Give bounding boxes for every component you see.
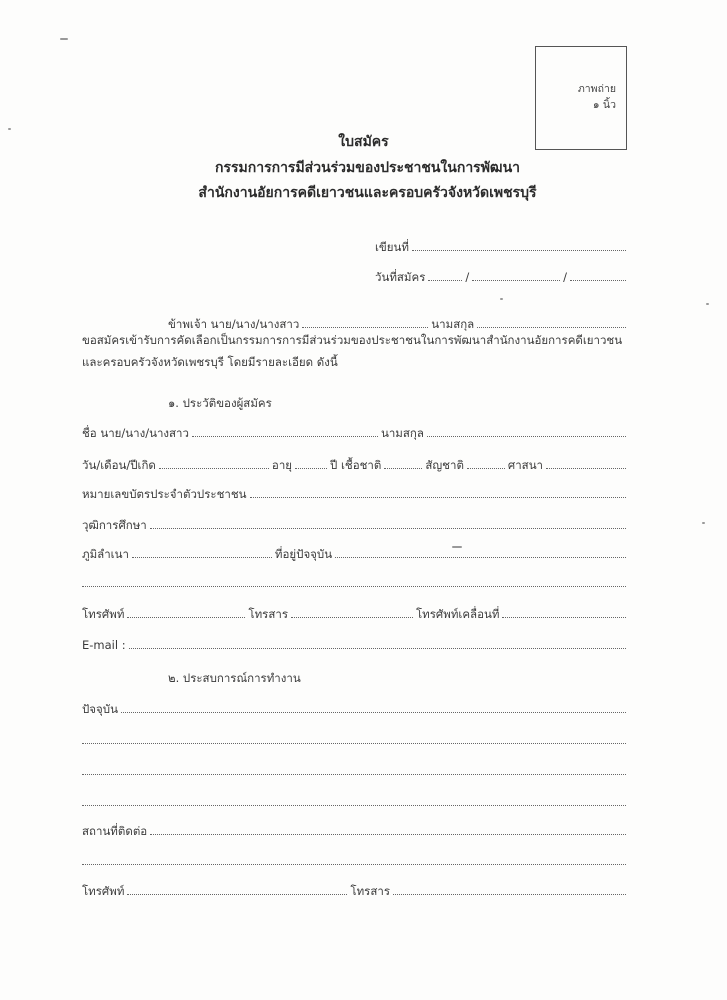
name-label: ชื่อ นาย/นาง/นางสาว (82, 426, 189, 440)
work-line-row (82, 760, 629, 778)
address-label: ที่อยู่ปัจจุบัน (274, 547, 333, 561)
scan-speck (702, 522, 705, 524)
photo-box-caption (578, 81, 616, 113)
contact-place-field[interactable] (150, 834, 626, 835)
contact-place-row (82, 820, 629, 838)
written-at-label: เขียนที่ (375, 240, 409, 254)
email-field[interactable] (129, 648, 626, 649)
surname-label: นามสกุล (380, 426, 424, 440)
address-continuation-row (82, 572, 629, 590)
work-fax-label: โทรสาร (350, 884, 390, 898)
written-at-field[interactable] (412, 250, 626, 251)
date-slash: / (465, 270, 470, 284)
email-row (82, 634, 629, 652)
contact-place-label: สถานที่ติดต่อ (82, 824, 148, 838)
religion-field[interactable] (546, 468, 626, 469)
scan-speck (452, 546, 462, 548)
applicant-name-row (168, 313, 629, 331)
address-row (82, 543, 629, 561)
education-field[interactable] (150, 528, 626, 529)
work-fax-field[interactable] (393, 894, 626, 895)
applicant-name-field[interactable] (302, 327, 428, 328)
name-field[interactable] (192, 436, 378, 437)
email-label: E-mail : (82, 638, 126, 652)
current-work-label: ปัจจุบัน (82, 702, 118, 716)
scan-speck (60, 38, 68, 40)
work-line-field[interactable] (82, 805, 626, 806)
intro-text-line: และครอบครัวจังหวัดเพชรบุรี โดยมีรายละเอียด ดังนี้ (82, 355, 338, 369)
personal-info-row (82, 454, 629, 472)
age-label: อายุ (271, 458, 293, 472)
age-field[interactable] (295, 468, 327, 469)
current-work-row (82, 698, 629, 716)
section-2-title: ๒. ประสบการณ์การทำงาน (168, 671, 301, 685)
ethnicity-field[interactable] (384, 468, 422, 469)
work-phone-row (82, 880, 629, 898)
fax-field[interactable] (291, 617, 413, 618)
contact-line-field[interactable] (82, 864, 626, 865)
phone-field[interactable] (127, 617, 245, 618)
surname-label: นามสกุล (431, 317, 475, 331)
dob-label: วัน/เดือน/ปีเกิด (82, 458, 156, 472)
written-at-row (375, 236, 629, 254)
apply-month-field[interactable] (472, 280, 560, 281)
phone-label: โทรศัพท์ (82, 607, 125, 621)
nationality-field[interactable] (467, 468, 505, 469)
contact-phone-row (82, 603, 629, 621)
work-line-row (82, 791, 629, 809)
i-am-label: ข้าพเจ้า นาย/นาง/นางสาว (168, 317, 300, 331)
apply-date-label: วันที่สมัคร (375, 270, 426, 284)
scan-speck (8, 128, 11, 130)
photo-size: ๑ นิ้ว (592, 99, 616, 111)
name-row (82, 422, 629, 440)
apply-date-row (375, 266, 629, 284)
mobile-label: โทรศัพท์เคลื่อนที่ (416, 607, 500, 621)
work-line-field[interactable] (82, 774, 626, 775)
apply-day-field[interactable] (428, 280, 462, 281)
apply-year-field[interactable] (570, 280, 626, 281)
intro-text-line: ขอสมัครเข้ารับการคัดเลือกเป็นกรรมการการมีส่วนร่วมของประชาชนในการพัฒนาสำนักงานอัยการคดีเยาวชน (82, 333, 623, 347)
id-card-field[interactable] (250, 497, 627, 498)
date-slash: / (563, 270, 567, 284)
education-row (82, 514, 629, 532)
education-label: วุฒิการศึกษา (82, 518, 147, 532)
contact-line-row (82, 850, 629, 868)
work-line-field[interactable] (82, 743, 626, 744)
section-1-title: ๑. ประวัติของผู้สมัคร (168, 396, 272, 410)
form-title: ใบสมัคร (338, 134, 389, 150)
id-card-row (82, 483, 629, 501)
domicile-label: ภูมิลำเนา (82, 547, 129, 561)
current-work-field[interactable] (121, 712, 626, 713)
form-office: สำนักงานอัยการคดีเยาวชนและครอบครัวจังหวัดเพชรบุรี (198, 185, 537, 201)
address-continuation-field[interactable] (82, 586, 626, 587)
work-line-row (82, 729, 629, 747)
applicant-surname-field[interactable] (477, 327, 626, 328)
scan-speck (500, 298, 503, 300)
address-field[interactable] (335, 557, 626, 558)
nationality-label: สัญชาติ (425, 458, 464, 472)
religion-label: ศาสนา (507, 458, 544, 472)
photo-label: ภาพถ่าย (577, 83, 616, 95)
mobile-field[interactable] (502, 617, 626, 618)
work-phone-field[interactable] (127, 894, 347, 895)
ethnicity-label: ปี เชื้อชาติ (330, 458, 382, 472)
id-card-label: หมายเลขบัตรประจำตัวประชาชน (82, 487, 247, 501)
work-phone-label: โทรศัพท์ (82, 884, 125, 898)
surname-field[interactable] (427, 436, 626, 437)
fax-label: โทรสาร (248, 607, 288, 621)
dob-field[interactable] (159, 468, 269, 469)
scan-speck (706, 303, 709, 305)
domicile-field[interactable] (132, 557, 272, 558)
form-subtitle: กรรมการการมีส่วนร่วมของประชาชนในการพัฒนา (214, 160, 521, 176)
